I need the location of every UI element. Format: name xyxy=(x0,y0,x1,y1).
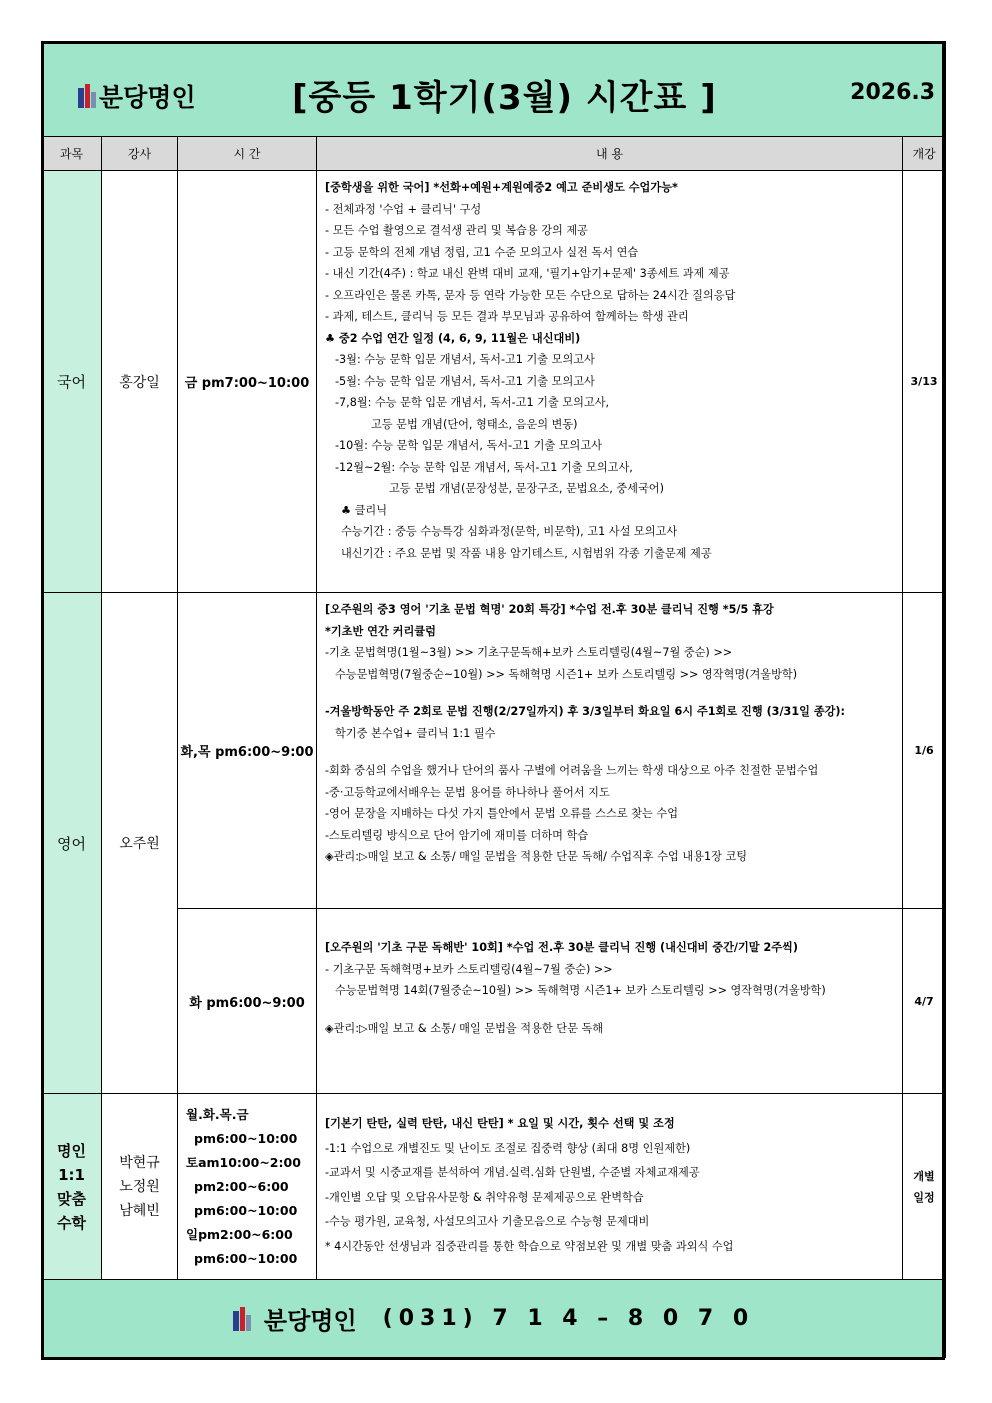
content-line: *기초반 연간 커리큘럼 xyxy=(325,624,436,638)
time-english-2: 화 pm6:00~9:00 xyxy=(178,909,317,1094)
subject-math-line: 수학 xyxy=(57,1213,86,1232)
start-english-2: 4/7 xyxy=(903,909,946,1094)
content-line: -수능 평가원, 교육청, 사설모의고사 기출모음으로 수능형 문제대비 xyxy=(325,1215,650,1228)
content-line: ◈관리:▷매일 보고 & 소통/ 매일 문법을 적용한 단문 독해 xyxy=(325,1021,604,1035)
content-line: 수능기간 : 중등 수능특강 심화과정(문학, 비문학), 고1 사설 모의고사 xyxy=(341,525,678,538)
times-math xyxy=(178,1094,317,1280)
footer-banner xyxy=(42,1280,946,1358)
content-line: ♣ 클리닉 xyxy=(341,503,388,517)
content-line: -3월: 수능 문학 입문 개념서, 독서-고1 기출 모의고사 xyxy=(335,353,595,366)
footer-brand: 분당명인 xyxy=(263,1307,357,1335)
header-banner xyxy=(42,42,946,137)
content-line: 수능문법혁명 14회(7월중순~10월) >> 독해혁명 시즌1+ 보카 스토리텔링 >> 영작혁명(겨울방학) xyxy=(335,984,826,997)
content-line: -개인별 오답 및 오답유사문항 & 취약유형 문제제공으로 완벽학습 xyxy=(325,1190,644,1204)
table-row-english-2 xyxy=(42,909,946,1094)
page-title: [중등 1학기(3월) 시간표 ] xyxy=(292,78,717,118)
content-line: 고등 문법 개념(단어, 형태소, 음운의 변동) xyxy=(371,417,578,431)
content-line: -기초 문법혁명(1월~3월) >> 기초구문독해+보카 스토리텔링(4월~7월 중순) >> xyxy=(325,646,733,659)
content-line: - 기초구문 독해혁명+보카 스토리텔링(4월~7월 중순) >> xyxy=(325,962,613,976)
col-teacher: 강사 xyxy=(102,137,178,171)
column-header-row xyxy=(42,137,946,171)
content-line: -10월: 수능 문학 입문 개념서, 독서-고1 기출 모의고사 xyxy=(335,439,602,452)
content-korean xyxy=(317,171,903,593)
teachers-math xyxy=(102,1094,178,1280)
time-english-1: 화,목 pm6:00~9:00 xyxy=(178,593,317,909)
timetable xyxy=(41,41,946,1358)
teacher-english: 오주원 xyxy=(102,593,178,1094)
content-line: -겨울방학동안 주 2회로 문법 진행(2/27일까지) 후 3/3일부터 화요일 6시 주1회로 진행 (3/31일 종강): xyxy=(325,705,846,718)
time-line: 월.화.목.금 xyxy=(186,1106,249,1122)
teacher-korean: 홍강일 xyxy=(102,171,178,593)
brand-logo xyxy=(78,78,196,114)
time-line: pm6:00~10:00 xyxy=(194,1250,298,1266)
logo-icon xyxy=(78,84,96,108)
content-line: -5월: 수능 문학 입문 개념서, 독서-고1 기출 모의고사 xyxy=(335,374,595,388)
content-line: - 과제, 테스트, 클리닉 등 모든 결과 부모님과 공유하여 함께하는 학생 관리 xyxy=(325,310,689,323)
logo-icon xyxy=(233,1307,251,1331)
start-korean: 3/13 xyxy=(903,171,946,593)
col-start: 개강 xyxy=(903,137,946,171)
content-line: - 모든 수업 촬영으로 결석생 관리 및 복습용 강의 제공 xyxy=(325,224,588,237)
table-row-english-1 xyxy=(42,593,946,909)
teacher-name: 노정원 xyxy=(119,1178,160,1195)
subject-math-line: 1:1 xyxy=(58,1165,85,1184)
subject-math-line: 명인 xyxy=(57,1141,86,1160)
content-line: 학기중 본수업+ 클리닉 1:1 필수 xyxy=(335,726,496,740)
start-math-line: 일정 xyxy=(913,1190,935,1204)
content-line: 고등 문법 개념(문장성분, 문장구조, 문법요소, 중세국어) xyxy=(389,482,664,495)
time-line: pm6:00~10:00 xyxy=(194,1130,298,1146)
col-subject: 과목 xyxy=(42,137,102,171)
time-line: 토am10:00~2:00 xyxy=(186,1154,301,1170)
content-line: 내신기간 : 주요 문법 및 작품 내용 암기테스트, 시험범위 각종 기출문제 제공 xyxy=(341,546,712,560)
content-line: - 전체과정 '수업 + 클리닉' 구성 xyxy=(325,202,482,216)
content-line: -7,8월: 수능 문학 입문 개념서, 독서-고1 기출 모의고사, xyxy=(335,396,610,409)
phone-number: (031) 7 1 4 – 8 0 7 0 xyxy=(382,1306,755,1331)
col-content: 내 용 xyxy=(317,137,903,171)
start-math xyxy=(903,1094,946,1280)
table-row-math xyxy=(42,1094,946,1280)
subject-korean: 국어 xyxy=(42,171,102,593)
content-line: ◈관리:▷매일 보고 & 소통/ 매일 문법을 적용한 단문 독해/ 수업직후 수업 내용1장 코팅 xyxy=(325,850,748,863)
teacher-name: 박현규 xyxy=(119,1154,160,1171)
time-line: pm6:00~10:00 xyxy=(194,1202,298,1218)
subject-math-line: 맞춤 xyxy=(57,1189,86,1208)
content-line: - 오프라인은 물론 카톡, 문자 등 연락 가능한 모든 수단으로 답하는 24시간 질의응답 xyxy=(325,288,736,302)
content-line: [기본기 탄탄, 실력 탄탄, 내신 탄탄] * 요일 및 시간, 횟수 선택 및 조정 xyxy=(325,1117,675,1130)
teacher-name: 남혜빈 xyxy=(119,1202,160,1219)
content-line: -교과서 및 시중교재를 분석하여 개념.실력.심화 단원별, 수준별 자체교재제공 xyxy=(325,1166,700,1179)
brand-name: 분당명인 xyxy=(99,83,196,112)
content-english-2 xyxy=(317,909,903,1094)
content-line: -중·고등학교에서배우는 문법 용어를 하나하나 풀어서 지도 xyxy=(325,785,610,799)
content-line: * 4시간동안 선생님과 집중관리를 통한 학습으로 약점보완 및 개별 맞춤 과외식 수업 xyxy=(325,1239,734,1253)
time-line: 일pm2:00~6:00 xyxy=(186,1226,293,1242)
content-line: ♣ 중2 수업 연간 일정 (4, 6, 9, 11월은 내신대비) xyxy=(325,331,581,345)
content-line: - 고등 문학의 전체 개념 정립, 고1 수준 모의고사 실전 독서 연습 xyxy=(325,245,639,259)
content-line: -1:1 수업으로 개별진도 및 난이도 조절로 집중력 향상 (최대 8명 인원제한) xyxy=(325,1141,691,1155)
content-line: [중학생을 위한 국어] *선화+예원+계원예중2 예고 준비생도 수업가능* xyxy=(325,181,678,194)
content-line: -12월~2월: 수능 문학 입문 개념서, 독서-고1 기출 모의고사, xyxy=(335,460,633,474)
col-time: 시 간 xyxy=(178,137,317,171)
content-line: - 내신 기간(4주) : 학교 내신 완벽 대비 교재, '필기+암기+문제' 3종세트 과제 제공 xyxy=(325,267,730,280)
content-line: -영어 문장을 지배하는 다섯 가지 틀안에서 문법 오류를 스스로 찾는 수업 xyxy=(325,807,679,820)
start-english-1: 1/6 xyxy=(903,593,946,909)
content-line: [오주원의 '기초 구문 독해반' 10회] *수업 전.후 30분 클리닉 진행 (내신대비 중간/기말 2주씩) xyxy=(325,941,798,954)
content-math xyxy=(317,1094,903,1280)
table-row-korean xyxy=(42,171,946,593)
content-line: -회화 중심의 수업을 했거나 단어의 품사 구별에 어려움을 느끼는 학생 대상으로 아주 친절한 문법수업 xyxy=(325,764,819,777)
subject-english: 영어 xyxy=(42,593,102,1094)
time-korean: 금 pm7:00~10:00 xyxy=(178,171,317,593)
content-english-1 xyxy=(317,593,903,909)
date-label: 2026.3 xyxy=(850,80,936,105)
content-line: -스토리텔링 방식으로 단어 암기에 재미를 더하며 학습 xyxy=(325,828,589,842)
content-line: 수능문법혁명(7월중순~10월) >> 독해혁명 시즌1+ 보카 스토리텔링 >> 영작혁명(겨울방학) xyxy=(335,667,798,681)
subject-math xyxy=(42,1094,102,1280)
start-math-line: 개별 xyxy=(913,1169,935,1183)
time-line: pm2:00~6:00 xyxy=(194,1178,289,1194)
content-line: [오주원의 중3 영어 '기초 문법 혁명' 20회 특강] *수업 전.후 30분 클리닉 진행 *5/5 휴강 xyxy=(325,603,774,616)
